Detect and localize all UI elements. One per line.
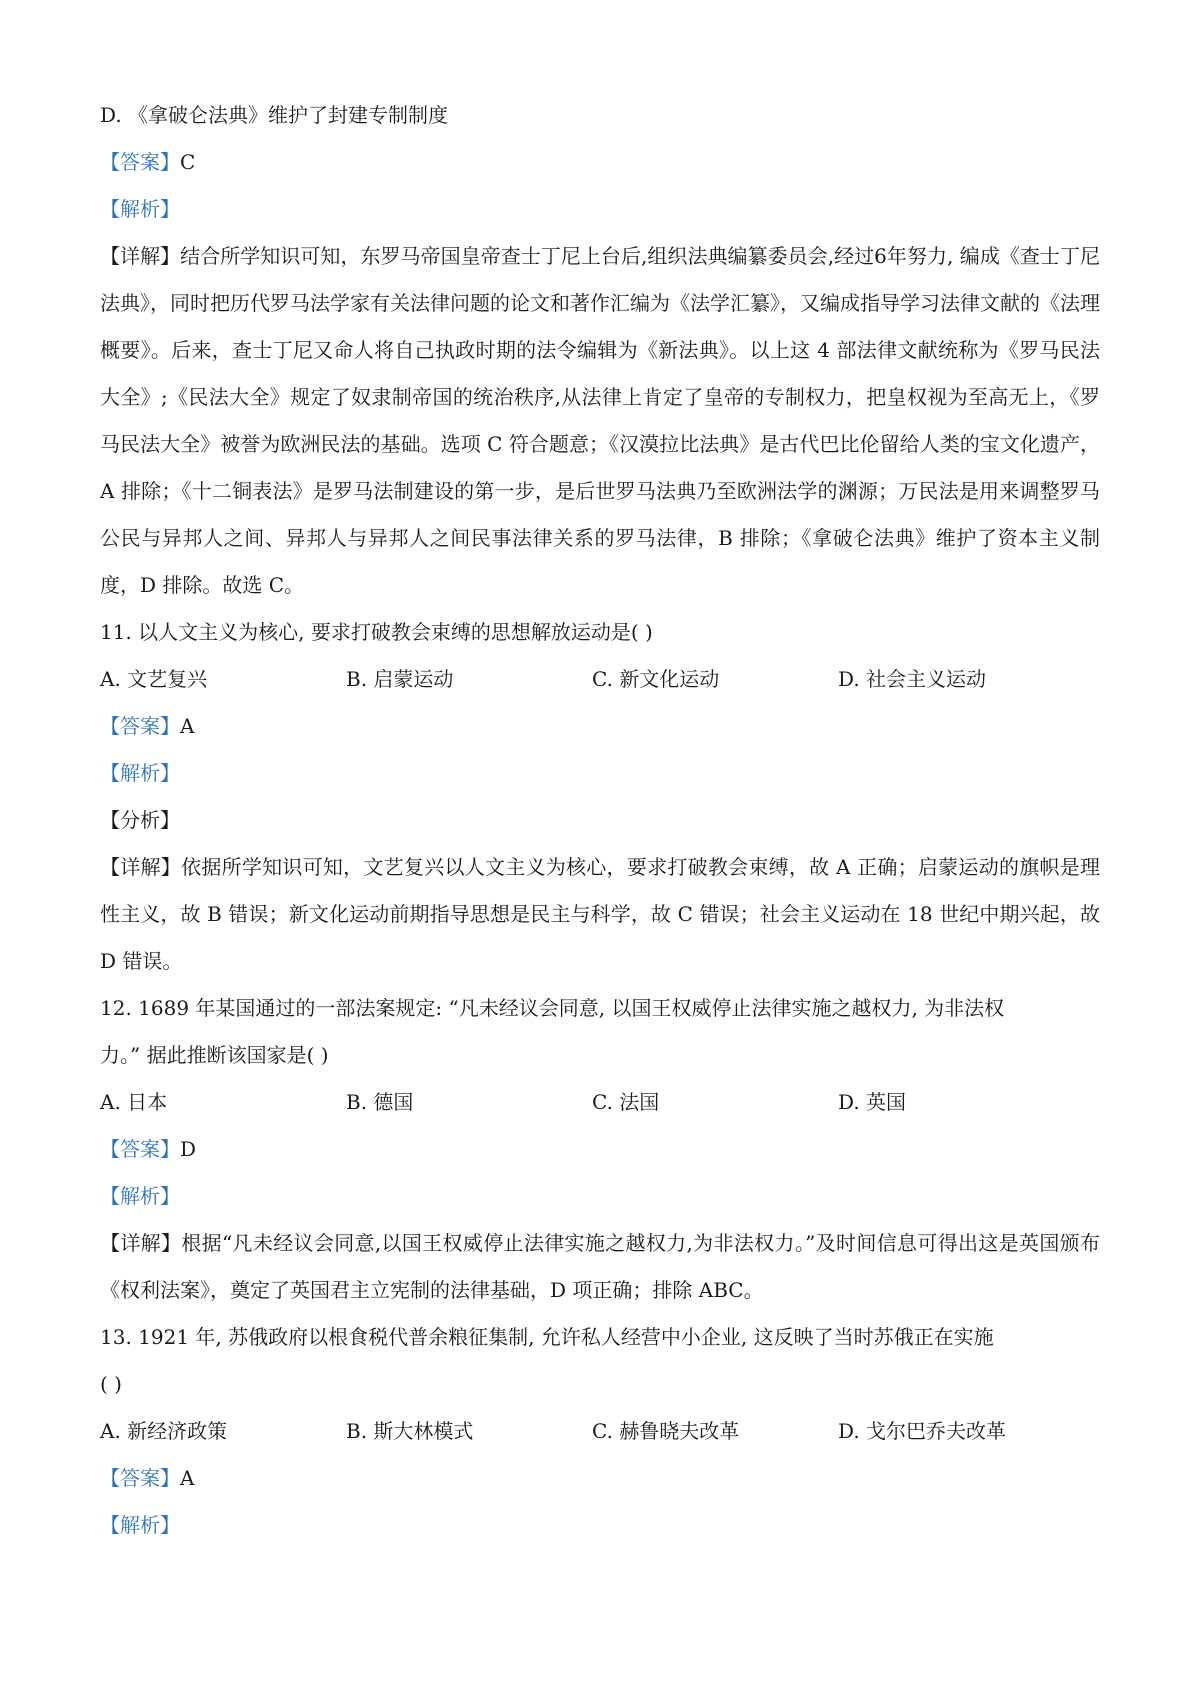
answer-value: C	[180, 150, 196, 174]
q12-options	[100, 1079, 1100, 1126]
q11-answer	[100, 703, 1100, 750]
answer-tag: 【答案】	[100, 714, 180, 738]
detail-text: 依据所学知识可知，文艺复兴以人文主义为核心，要求打破教会束缚，故 A 正确；启蒙运动的旗帜是理性主义，故 B 错误；新文化运动前期指导思想是民主与科学，故 C 错误；社会主义运动在 18 世纪中期兴起，故 D 错误。	[100, 855, 1101, 973]
q13-option-b: B. 斯大林模式	[346, 1419, 474, 1443]
q11-option-c: C. 新文化运动	[592, 667, 720, 691]
q11-options	[100, 656, 1100, 703]
analyze-tag: 【分析】	[100, 808, 180, 832]
q12-answer	[100, 1126, 1100, 1173]
q11-stem: 11. 以人文主义为核心, 要求打破教会束缚的思想解放运动是( )	[100, 620, 653, 644]
q11-detail	[100, 844, 1100, 985]
q11-option-d: D. 社会主义运动	[838, 667, 987, 691]
q12-option-c: C. 法国	[592, 1090, 660, 1114]
q10-detail	[100, 233, 1100, 609]
answer-tag: 【答案】	[100, 1466, 180, 1490]
q12-detail	[100, 1220, 1100, 1314]
q13-options	[100, 1408, 1100, 1455]
q13-option-c: C. 赫鲁晓夫改革	[592, 1419, 740, 1443]
answer-tag: 【答案】	[100, 150, 180, 174]
q13-stem-line2: ( )	[100, 1372, 122, 1396]
detail-tag: 【详解】	[100, 855, 182, 879]
q12-option-b: B. 德国	[346, 1090, 414, 1114]
q12-analysis	[100, 1173, 1100, 1220]
answer-value: A	[180, 1466, 195, 1490]
q12-option-d: D. 英国	[838, 1090, 907, 1114]
q11-analyze	[100, 797, 1100, 844]
analysis-tag: 【解析】	[100, 1513, 180, 1537]
document-page	[100, 92, 1100, 1549]
answer-value: A	[180, 714, 195, 738]
q11-analysis	[100, 750, 1100, 797]
q13-analysis	[100, 1502, 1100, 1549]
q10-answer	[100, 139, 1100, 186]
detail-tag: 【详解】	[100, 244, 181, 268]
q10-analysis	[100, 186, 1100, 233]
q13-option-d: D. 戈尔巴乔夫改革	[838, 1419, 1007, 1443]
analysis-tag: 【解析】	[100, 197, 180, 221]
detail-text: 根据“凡未经议会同意,以国王权威停止法律实施之越权力,为非法权力。”及时间信息可得出这是英国颁布 《权利法案》，奠定了英国君主立宪制的法律基础，D 项正确；排除 ABC。	[100, 1231, 1100, 1302]
answer-value: D	[180, 1137, 197, 1161]
q13-answer	[100, 1455, 1100, 1502]
q13-stem-line1: 13. 1921 年, 苏俄政府以根食税代普余粮征集制, 允许私人经营中小企业, 这反映了当时苏俄正在实施	[100, 1325, 994, 1349]
q12-option-a: A. 日本	[100, 1090, 168, 1114]
q12-stem-line1: 12. 1689 年某国通过的一部法案规定: “凡未经议会同意, 以国王权威停止法律实施之越权力, 为非法权	[100, 996, 1005, 1020]
analysis-tag: 【解析】	[100, 761, 180, 785]
q10-option-d: D. 《拿破仑法典》维护了封建专制制度	[100, 103, 449, 127]
answer-tag: 【答案】	[100, 1137, 180, 1161]
q12-stem-line2: 力。” 据此推断该国家是( )	[100, 1043, 329, 1067]
q11-option-b: B. 启蒙运动	[346, 667, 454, 691]
q13-option-a: A. 新经济政策	[100, 1419, 228, 1443]
analysis-tag: 【解析】	[100, 1184, 180, 1208]
q11-option-a: A. 文艺复兴	[100, 667, 208, 691]
detail-text: 结合所学知识可知，东罗马帝国皇帝查士丁尼上台后,组织法典编纂委员会,经过6年努力, 编成《查士丁尼法典》，同时把历代罗马法学家有关法律问题的论文和著作汇编为《法学汇纂》，又编成指导学习法律文献的《法理概要》。后来，查士丁尼又命人将自己执政时期的法令编辑为《新法典》。以上这 4 部法律文献统称为《罗马民法大全》;《民法大全》规定了奴隶制帝国的统治秩序,从法律上肯定了皇帝的专制权力，把皇权视为至高无上，《罗马民法大全》被誉为欧洲民法的基础。选项 C 符合题意；《汉漠拉比法典》是古代巴比伦留给人类的宝文化遗产，A 排除；《十二铜表法》是罗马法制建设的第一步，是后世罗马法典乃至欧洲法学的渊源；万民法是用来调整罗马公民与异邦人之间、异邦人与异邦人之间民事法律关系的罗马法律，B 排除；《拿破仑法典》维护了资本主义制度，D 排除。故选 C。	[100, 244, 1101, 597]
detail-tag: 【详解】	[100, 1231, 182, 1255]
